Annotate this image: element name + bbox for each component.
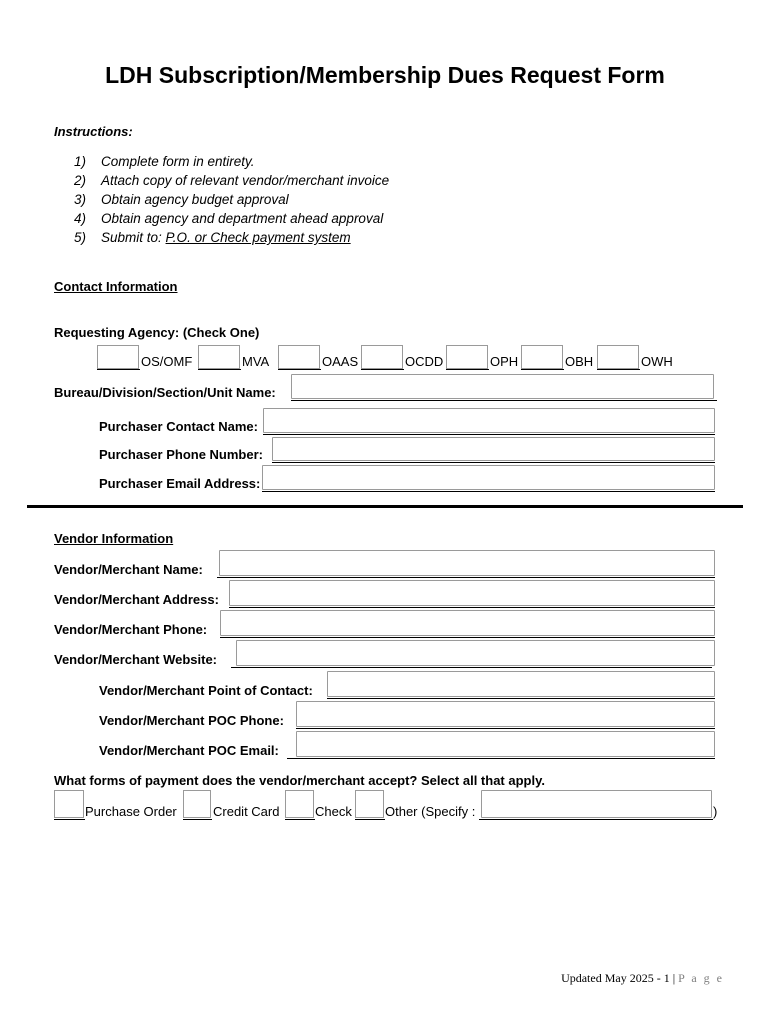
instruction-item: 4) Obtain agency and department ahead approval (74, 211, 384, 226)
instruction-item: 2) Attach copy of relevant vendor/merchant invoice (74, 173, 390, 188)
agency-checkbox-ocdd[interactable] (361, 345, 403, 369)
page-footer (561, 971, 724, 986)
purchaser-name-label: Purchaser Contact Name: (99, 419, 258, 434)
footer-page-word: P a g e (678, 971, 724, 985)
vendor-address-field[interactable] (229, 580, 715, 606)
agency-option-label: OPH (490, 354, 519, 369)
vendor-phone-field[interactable] (220, 610, 715, 636)
payment-checkbox-other[interactable] (355, 790, 384, 818)
vendor-poc-email-field[interactable] (296, 731, 715, 757)
vendor-website-label: Vendor/Merchant Website: (54, 652, 218, 667)
vendor-poc-phone-field[interactable] (296, 701, 715, 727)
payment-option-label: Other (Specify : (385, 804, 476, 819)
bureau-label: Bureau/Division/Section/Unit Name: (54, 385, 276, 400)
closing-paren: ) (713, 804, 718, 819)
agency-option-label: OCDD (405, 354, 444, 369)
vendor-poc-field[interactable] (327, 671, 715, 697)
bureau-name-field[interactable] (291, 374, 714, 399)
agency-option-label: OWH (641, 354, 673, 369)
instruction-item: 3) Obtain agency budget approval (74, 192, 289, 207)
instructions-list (74, 152, 389, 247)
agency-checkbox-owh[interactable] (597, 345, 639, 369)
payment-checkbox-purchase-order[interactable] (54, 790, 84, 818)
instruction-item: 5) Submit to: P.O. or Check payment system (74, 228, 389, 247)
payment-option-label: Credit Card (213, 804, 280, 819)
payment-checkbox-credit-card[interactable] (183, 790, 211, 818)
agency-checkbox-oph[interactable] (446, 345, 488, 369)
vendor-website-field[interactable] (236, 640, 715, 666)
vendor-poc-phone-label: Vendor/Merchant POC Phone: (99, 713, 284, 728)
vendor-name-field[interactable] (219, 550, 715, 576)
agency-option-label: MVA (242, 354, 270, 369)
agency-checkbox-oaas[interactable] (278, 345, 320, 369)
agency-checkbox-obh[interactable] (521, 345, 563, 369)
submit-destination: P.O. or Check payment system (165, 230, 351, 245)
instructions-heading: Instructions: (54, 124, 133, 139)
instruction-item: 1) Complete form in entirety. (74, 154, 255, 169)
vendor-poc-email-label: Vendor/Merchant POC Email: (99, 743, 279, 758)
requesting-agency-label: Requesting Agency: (Check One) (54, 325, 260, 340)
vendor-poc-label: Vendor/Merchant Point of Contact: (99, 683, 313, 698)
payment-option-label: Purchase Order (85, 804, 177, 819)
vendor-name-label: Vendor/Merchant Name: (54, 562, 203, 577)
agency-checkbox-mva[interactable] (198, 345, 240, 369)
payment-other-specify-field[interactable] (481, 790, 712, 818)
vendor-phone-label: Vendor/Merchant Phone: (54, 622, 208, 637)
agency-option-label: OS/OMF (141, 354, 193, 369)
vendor-section-heading: Vendor Information (54, 531, 174, 546)
purchaser-phone-label: Purchaser Phone Number: (99, 447, 263, 462)
contact-section-heading: Contact Information (54, 279, 178, 294)
agency-checkbox-os-omf[interactable] (97, 345, 139, 369)
purchaser-name-field[interactable] (263, 408, 715, 433)
payment-option-label: Check (315, 804, 352, 819)
purchaser-email-field[interactable] (262, 465, 715, 490)
vendor-address-label: Vendor/Merchant Address: (54, 592, 219, 607)
payment-checkbox-check[interactable] (285, 790, 314, 818)
purchaser-email-label: Purchaser Email Address: (99, 476, 261, 491)
form-title: LDH Subscription/Membership Dues Request Form (105, 62, 665, 88)
footer-updated: Updated May 2025 - 1 | (561, 971, 676, 985)
agency-option-label: OBH (565, 354, 594, 369)
agency-option-label: OAAS (322, 354, 359, 369)
payment-question: What forms of payment does the vendor/merchant accept? Select all that apply. (54, 773, 545, 788)
purchaser-phone-field[interactable] (272, 437, 715, 461)
section-divider (27, 505, 743, 508)
